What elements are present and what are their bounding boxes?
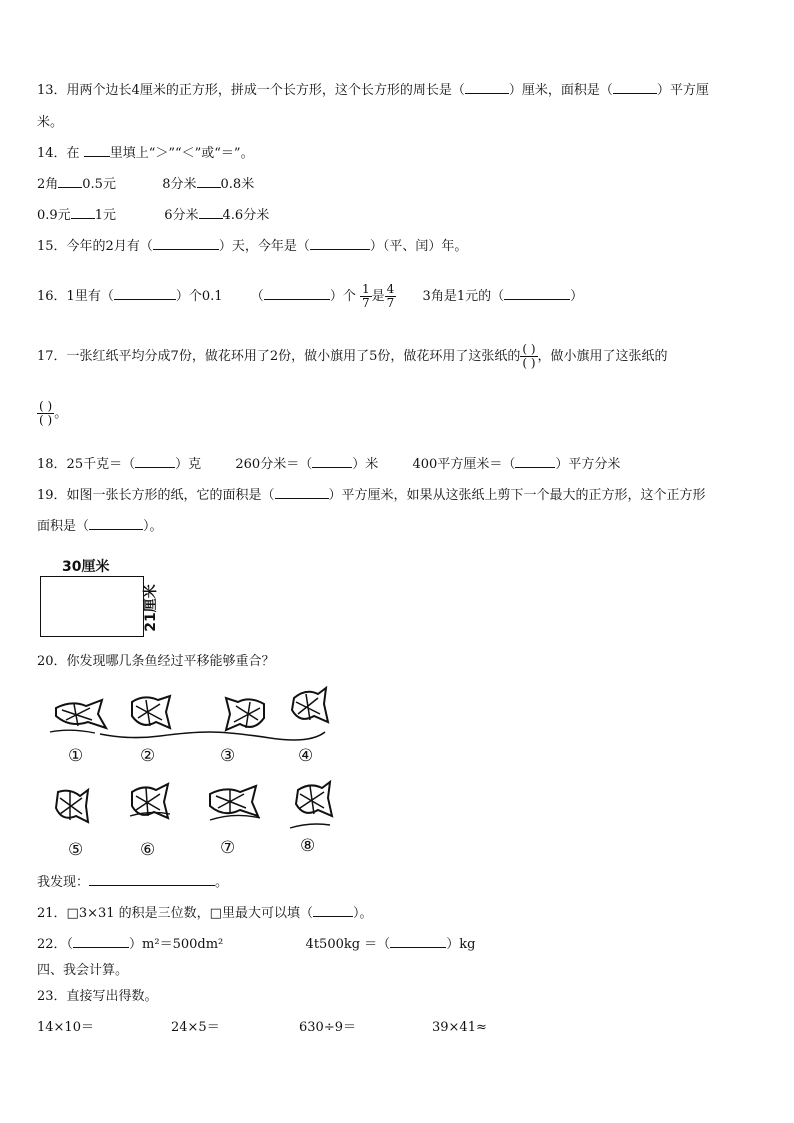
q16-f1-num: 1 bbox=[361, 282, 370, 296]
q21-text-a: 21．□3×31 的积是三位数，□里最大可以填（ bbox=[37, 906, 313, 921]
q16-is: 是 bbox=[371, 289, 385, 304]
q22-text-b: ）m²＝500dm² bbox=[129, 937, 224, 952]
q19-top-label: 30厘米 bbox=[62, 559, 110, 575]
q17-line2 bbox=[37, 400, 67, 428]
q18-blank-2[interactable] bbox=[312, 455, 352, 468]
q18-text-a: 18．25千克＝（ bbox=[37, 457, 136, 472]
q17-fraction-blank-1[interactable] bbox=[520, 343, 537, 370]
q20-blank-answer[interactable] bbox=[89, 873, 215, 886]
q23-item-1: 14×10＝ bbox=[37, 1020, 94, 1035]
q15-blank-days[interactable] bbox=[153, 237, 219, 250]
q15-text-b: ）天，今年是（ bbox=[218, 239, 310, 254]
q18-blank-3[interactable] bbox=[515, 455, 555, 468]
q15-text-c: ）（平、闰）年。 bbox=[369, 239, 468, 254]
fish-number-3: ③ bbox=[220, 746, 236, 766]
q18-text-e: 400平方厘米＝（ bbox=[412, 457, 516, 472]
fish-number-2: ② bbox=[140, 746, 156, 766]
q22-line bbox=[37, 935, 475, 955]
q21-blank[interactable] bbox=[313, 904, 353, 917]
q16-f2-den: 7 bbox=[386, 296, 395, 310]
q17-line1 bbox=[37, 343, 668, 371]
q19-line2 bbox=[37, 517, 163, 537]
q19-text-c: 面积是（ bbox=[37, 519, 90, 534]
q18-text-d: ）米 bbox=[352, 457, 379, 472]
q21-line bbox=[37, 904, 372, 924]
q22-text-c: 4t500kg ＝（ bbox=[305, 937, 391, 952]
fish-icon-4 bbox=[286, 684, 330, 728]
q14-row1 bbox=[37, 175, 254, 195]
q22-text-a: 22．（ bbox=[37, 937, 74, 952]
q16-text-b: ）个0.1 bbox=[175, 289, 223, 304]
q19-text-d: ）。 bbox=[143, 519, 163, 534]
q14-r1b-right: 0.8米 bbox=[220, 177, 255, 192]
fish-number-7: ⑦ bbox=[220, 838, 236, 858]
q14-r2a-left: 0.9元 bbox=[37, 208, 71, 223]
fish-number-5: ⑤ bbox=[68, 840, 84, 860]
fish-icon-3 bbox=[220, 694, 270, 734]
q14-r1a-right: 0.5元 bbox=[82, 177, 116, 192]
q14-r2a-right: 1元 bbox=[94, 208, 116, 223]
q22-text-d: ）kg bbox=[446, 937, 476, 952]
q14-blank-3[interactable] bbox=[71, 206, 95, 219]
q19-text-b: ）平方厘米，如果从这张纸上剪下一个最大的正方形，这个正方形 bbox=[328, 488, 706, 503]
q16-text-c: （ bbox=[250, 289, 264, 304]
q23-item-4: 39×41≈ bbox=[432, 1020, 487, 1035]
q14-stem-blank bbox=[84, 144, 110, 157]
q17-f2-den: ( ) bbox=[39, 413, 53, 427]
q18-blank-1[interactable] bbox=[135, 455, 175, 468]
q17-text-end: 。 bbox=[54, 406, 68, 421]
q16-text-e: 3角是1元的（ bbox=[422, 289, 505, 304]
q20-found-label: 我发现： bbox=[37, 875, 90, 890]
q19-line1 bbox=[37, 486, 706, 506]
q18-line bbox=[37, 455, 620, 475]
q18-text-c: 260分米＝（ bbox=[235, 457, 313, 472]
q19-side-label: 21厘米 bbox=[143, 584, 159, 632]
q14-blank-2[interactable] bbox=[197, 175, 221, 188]
q17-f1-num: ( ) bbox=[522, 342, 536, 356]
q22-blank-2[interactable] bbox=[390, 935, 446, 948]
q18-text-b: ）克 bbox=[175, 457, 202, 472]
q17-text-a: 17．一张红纸平均分成7份，做花环用了2份，做小旗用了5份，做花环用了这张纸的 bbox=[37, 349, 521, 364]
fish-icon-6 bbox=[126, 780, 172, 824]
q15-text-a: 15．今年的2月有（ bbox=[37, 239, 153, 254]
q23-item-2: 24×5＝ bbox=[171, 1020, 220, 1035]
q19-rectangle-figure bbox=[40, 556, 170, 640]
q14-blank-4[interactable] bbox=[199, 206, 223, 219]
q16-fraction-1-7 bbox=[360, 283, 372, 310]
q20-fish-figure bbox=[40, 680, 340, 870]
q14-stem-b: 里填上“＞”“＜”或“＝”。 bbox=[109, 146, 254, 161]
fish-number-1: ① bbox=[68, 746, 84, 766]
q14-row2 bbox=[37, 206, 269, 226]
fish-icon-2 bbox=[126, 692, 174, 734]
q15-blank-year[interactable] bbox=[310, 237, 370, 250]
q19-blank-square[interactable] bbox=[89, 517, 143, 530]
q22-blank-1[interactable] bbox=[73, 935, 129, 948]
q16-line bbox=[37, 283, 583, 310]
q16-text-f: ） bbox=[570, 289, 584, 304]
fish-number-6: ⑥ bbox=[140, 840, 156, 860]
q13-line2: 米。 bbox=[37, 115, 64, 130]
fish-icon-5 bbox=[48, 784, 92, 828]
q14-r1b-left: 8分米 bbox=[162, 177, 197, 192]
q19-text-a: 19．如图一张长方形的纸，它的面积是（ bbox=[37, 488, 275, 503]
q17-text-b: ，做小旗用了这张纸的 bbox=[537, 349, 668, 364]
q17-f2-num: ( ) bbox=[39, 399, 53, 413]
q23-stem: 23．直接写出得数。 bbox=[37, 989, 158, 1004]
q13-blank-area[interactable] bbox=[613, 81, 657, 94]
q14-r2b-right: 4.6分米 bbox=[222, 208, 270, 223]
fish-number-8: ⑧ bbox=[300, 836, 316, 856]
fish-icon-1 bbox=[52, 696, 110, 734]
q15-line bbox=[37, 237, 467, 257]
q13-blank-perimeter[interactable] bbox=[465, 81, 509, 94]
q21-text-b: ）。 bbox=[352, 906, 373, 921]
q19-blank-area[interactable] bbox=[275, 486, 329, 499]
q13-text: 13．用两个边长4厘米的正方形，拼成一个长方形，这个长方形的周长是（ bbox=[37, 83, 465, 98]
q13-text-mid: ）厘米，面积是（ bbox=[508, 83, 613, 98]
q16-blank-2[interactable] bbox=[264, 287, 330, 300]
q13-line1 bbox=[37, 81, 709, 101]
section-4-heading: 四、我会计算。 bbox=[37, 963, 129, 978]
q14-r2b-left: 6分米 bbox=[164, 208, 199, 223]
q23-item-3: 630÷9＝ bbox=[299, 1020, 356, 1035]
q14-r1a-left: 2角 bbox=[37, 177, 59, 192]
q16-f2-num: 4 bbox=[386, 282, 395, 296]
q17-f1-den: ( ) bbox=[522, 356, 536, 370]
q14-stem bbox=[37, 144, 254, 164]
q18-text-f: ）平方分米 bbox=[555, 457, 621, 472]
q17-fraction-blank-2[interactable] bbox=[37, 400, 54, 427]
q20-found-end: 。 bbox=[215, 875, 229, 890]
q14-blank-1[interactable] bbox=[58, 175, 82, 188]
q16-fraction-4-7 bbox=[385, 283, 397, 310]
q16-f1-den: 7 bbox=[361, 296, 370, 310]
q20-answer bbox=[37, 873, 228, 893]
q20-stem: 20．你发现哪几条鱼经过平移能够重合？ bbox=[37, 654, 275, 669]
fish-icon-8 bbox=[290, 778, 334, 822]
q16-blank-3[interactable] bbox=[504, 287, 570, 300]
q16-text-a: 16．1里有（ bbox=[37, 289, 114, 304]
q14-stem-a: 14．在 bbox=[37, 146, 84, 161]
q16-text-d: ）个 bbox=[329, 289, 356, 304]
fish-icon-7 bbox=[206, 784, 260, 820]
fish-number-4: ④ bbox=[298, 746, 314, 766]
q16-blank-1[interactable] bbox=[114, 287, 176, 300]
q19-rectangle bbox=[40, 576, 144, 637]
q13-text-end: ）平方厘 bbox=[656, 83, 709, 98]
